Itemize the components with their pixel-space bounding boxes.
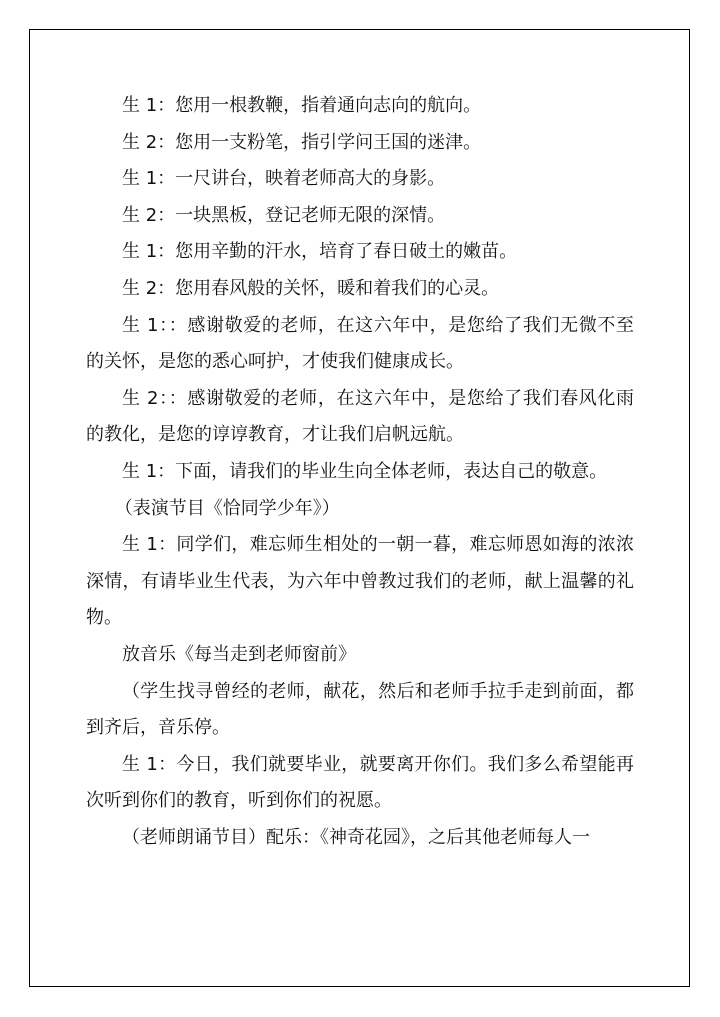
paragraph-7: 生 1：：感谢敬爱的老师，在这六年中，是您给了我们无微不至的关怀，是您的悉心呵护，才使我们健康成长。 [86,314,634,373]
paragraph-14: 生 1：今日，我们就要毕业，就要离开你们。我们多么希望能再次听到你们的教育，听到你们的祝愿。 [86,753,634,812]
paragraph-11: 生 1：同学们，难忘师生相处的一朝一暮，难忘师恩如海的浓浓深情，有请毕业生代表，为六年中曾教过我们的老师，献上温馨的礼物。 [86,534,634,629]
paragraph-12: 放音乐《每当走到老师窗前》 [122,643,356,665]
paragraph-9: 生 1：下面，请我们的毕业生向全体老师，表达自己的敬意。 [122,460,608,482]
paragraph-4: 生 2：一块黑板，登记老师无限的深情。 [122,204,446,226]
paragraph-10: （表演节目《恰同学少年》） [114,497,340,519]
paragraph-1: 生 1：您用一根教鞭，指着通向志向的航向。 [122,95,482,116]
paragraph-5: 生 1：您用辛勤的汗水，培育了春日破土的嫩苗。 [122,241,518,263]
paragraph-3: 生 1：一尺讲台，映着老师高大的身影。 [122,168,446,190]
paragraph-2: 生 2：您用一支粉笔，指引学问王国的迷津。 [122,131,482,153]
paragraph-13: （学生找寻曾经的老师，献花，然后和老师手拉手走到前面，都到齐后，音乐停。 [86,680,634,739]
document-body [86,88,634,856]
paragraph-15: （老师朗诵节目）配乐：《神奇花园》，之后其他老师每人一 [122,826,590,848]
paragraph-6: 生 2：您用春风般的关怀，暖和着我们的心灵。 [122,277,500,299]
paragraph-8: 生 2：：感谢敬爱的老师，在这六年中，是您给了我们春风化雨的教化，是您的谆谆教育，才让我们启帆远航。 [86,387,634,446]
